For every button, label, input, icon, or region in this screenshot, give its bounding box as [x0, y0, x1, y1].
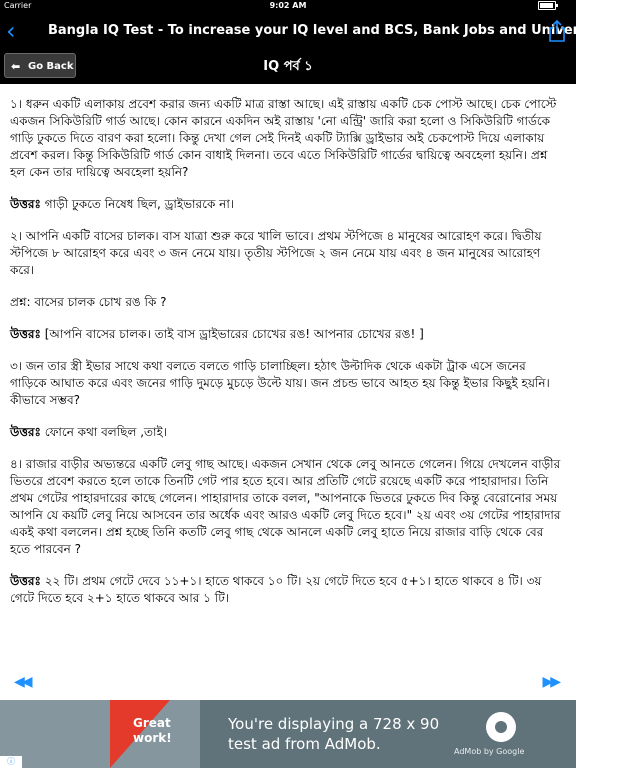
- status-time: 9:02 AM: [269, 1, 307, 10]
- admob-logo-icon: [486, 712, 516, 742]
- answer-text: ২২ টি। প্রথম গেটে দেবে ১১+১। হাতে থাকবে ১০ টি। ২য় গেটে দিতে হবে ৫+১। হাতে থাকবে ৪ টি। ৩য় গেটে দিতে হবে ২+১ হাতে থাকবে আর ১ টি।: [10, 574, 542, 605]
- ad-info-icon[interactable]: ⓘ: [0, 756, 22, 768]
- question-2: ২। আপনি একটি বাসের চালক। বাস যাত্রা শুরু করে খালি ভাবে। প্রথম স্টপিজে ৪ মানুষের আরোহণ করে। দ্বিতীয় স্টপিজে ৮ আরোহণ করে এবং ৩ জন নেমে যায়। তৃতীয় স্টপিজে ২ জন নেমে যায় এবং ৪ জন মানুষের আরোহণ করে।: [10, 229, 542, 277]
- question-3: ৩। জন তার স্ত্রী ইভার সাথে কথা বলতে বলতে গাড়ি চালাচ্ছিল। হঠাৎ উল্টাদিক থেকে একটা ট্রাক এসে জনের গাড়িকে আঘাত করে এবং জনের গাড়ি দুমড়ে মুচড়ে উল্টে যায়। জন প্রচন্ড ভাবে আহত হয় কিন্তু ইভার কিছুই হয়নি। কীভাবে সম্ভব?: [10, 359, 550, 407]
- battery-icon: [538, 1, 556, 10]
- ad-badge-line1: Great: [133, 716, 171, 730]
- chevron-left-icon[interactable]: ‹: [6, 17, 16, 45]
- share-icon[interactable]: [548, 20, 566, 42]
- question-1: ১। ধরুন একটি এলাকায় প্রবেশ করার জন্য একটি মাত্র রাস্তা আছে। এই রাস্তায় একটি চেক পোস্ট আছে। চেক পোস্টে একজন সিকিউরিটি গার্ড আছে। কোন কারনে একদিন অই রাস্তায় 'নো এন্ট্রি' জারি করা হলো ও সিকিউরিটি গার্ডকে গাড়ি ঢুকতে দিতে বারণ করা হলো। কিন্তু দেখা গেল সেই দিনই একটি ট্যাক্সি ড্রাইভার অই চেকপোস্ট দিয়ে এলাকায় প্রবেশ করল। কিন্তু সিকিউরিটি গার্ড কোন বাধাই দিলনা। তবে এতে সিকিউরিটি গার্ডের দ্বায়িত্বে অবহেলা হয়নি। প্রশ্ন হল কেন তার দায়িত্বে অবহেলা হয়নি?: [10, 97, 557, 179]
- arrow-left-icon: ⬅: [11, 60, 21, 73]
- answer-text: [আপনি বাসের চালক। তাই বাস ড্রাইভারের চোখের রঙ! আপনার চোখের রঙ! ]: [40, 327, 424, 341]
- go-back-button[interactable]: [4, 53, 76, 78]
- double-left-arrow-icon[interactable]: ◀◀: [14, 674, 30, 690]
- question-2-prompt: প্রশ্ন: বাসের চালক চোখ রঙ কি ?: [10, 295, 167, 309]
- ad-banner[interactable]: [0, 700, 576, 768]
- answer-label: উত্তরঃ: [10, 197, 41, 211]
- ad-text-line1: You're displaying a 728 x 90: [228, 715, 440, 733]
- status-bar: [0, 0, 576, 12]
- carrier-label: Carrier: [4, 1, 32, 10]
- content-area[interactable]: [0, 84, 576, 668]
- answer-label: উত্তরঃ: [10, 574, 41, 588]
- answer-label: উত্তরঃ: [10, 425, 41, 439]
- app-title: Bangla IQ Test - To increase your IQ level and BCS, Bank Jobs and University A...: [48, 23, 636, 38]
- ad-brand-label: AdMob by Google: [454, 747, 525, 756]
- question-4: ৪। রাজার বাড়ীর অভ্যন্তরে একটি লেবু গাছ আছে। একজন সেখান থেকে লেবু আনতে গেলেন। গিয়ে দেখলেন বাড়ীর ভিতরে প্রবেশ করতে হলে তাকে তিনটি গেট পার হতে হবে। আর প্রতিটি গেটে রয়েছে একটি করে পাহারাদার। তিনি প্রথম গেটের পাহারদারের কাছে গেলেন। পাহারাদার তাকে বলল, "আপনাকে ভিতরে ঢুকতে দিব কিন্তু বেরোনোর সময় আপনি যে কয়টি লেবু নিয়ে আসবেন তার অর্ধেক এবং আরও একটি লেবু দিতে হবে।" ২য় এবং ৩য় গেটের পাহারাদার একই কথা বললেন। প্রশ্ন হচ্ছে তিনি কতটি লেবু গাছ থেকে আনলে একটি লেবু হাতে নিয়ে রাজার বাড়ি থেকে বের হতে পারবেন ?: [10, 457, 561, 556]
- answer-text: ফোনে কথা বলছিল ,তাই।: [40, 425, 168, 439]
- answer-2: [0, 326, 576, 343]
- go-back-label: Go Back: [28, 61, 74, 72]
- answer-label: উত্তরঃ: [10, 327, 41, 341]
- answer-text: গাড়ী ঢুকতে নিষেধ ছিল, ড্রাইভারকে না।: [40, 197, 235, 211]
- ad-text: [228, 714, 439, 754]
- navigation-bar: [0, 12, 636, 50]
- ad-badge-line2: work!: [133, 731, 172, 745]
- page-title: IQ পর্ব ১: [263, 59, 313, 74]
- answer-3: [0, 424, 576, 441]
- ad-text-line2: test ad from AdMob.: [228, 735, 381, 753]
- ad-badge-text: [133, 716, 172, 746]
- answer-4: [0, 573, 576, 607]
- bottom-nav-bar: [0, 668, 576, 700]
- answer-1: [0, 196, 576, 213]
- toolbar: [0, 50, 576, 84]
- double-right-arrow-icon[interactable]: ▶▶: [542, 674, 558, 690]
